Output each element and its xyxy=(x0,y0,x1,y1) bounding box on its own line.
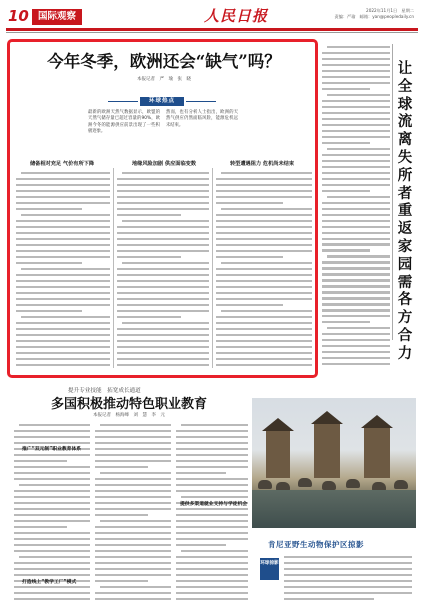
tower-roof xyxy=(262,418,294,431)
newspaper-logo: 人民日报 xyxy=(204,7,269,25)
elephant xyxy=(394,480,408,489)
body-text-column xyxy=(216,172,312,370)
main-article-title[interactable]: 今年冬季，欧洲还会“缺气”吗？ xyxy=(47,52,281,71)
tag-rule-left xyxy=(108,101,138,102)
kenya-wildlife-photo[interactable] xyxy=(252,398,416,528)
body-text-column xyxy=(117,172,209,370)
header-thin-rule xyxy=(6,32,418,33)
page-number: 10 xyxy=(8,7,29,25)
photo-caption-title: 肯尼亚野生动物保护区掠影 xyxy=(268,540,364,549)
elephant xyxy=(258,480,272,489)
subhead-1: 储备相对充足 气价有所下降 xyxy=(29,161,95,167)
body-text-column xyxy=(16,172,110,370)
tower-roof xyxy=(361,415,393,428)
lower-subhead-2: 打造线上“教学工厂”模式 xyxy=(22,580,77,585)
lower-article-kicker: 提升专业技能 拓宽成长通道 xyxy=(68,388,141,394)
subhead-3: 转型遭遇阻力 危机尚未结束 xyxy=(229,161,295,167)
header-rule xyxy=(6,28,418,31)
lede-left: 最新的欧洲天然气数据显示，欧盟的天然气储存量已超过容量的90%，欧洲今冬的能源供应前景出现了一些积极迹象。 xyxy=(88,110,160,135)
page-header xyxy=(6,4,418,32)
subhead-2: 地缘风险加剧 供应面临变数 xyxy=(131,161,197,167)
photo-caption-tag: 环球掠影 xyxy=(260,558,279,580)
side-article-body xyxy=(322,46,390,374)
lede-right: 然而，也有分析人士指出，欧洲的天然气供应仍然面临风险，能源危机远未结束。 xyxy=(166,110,238,128)
lower-article-title[interactable]: 多国积极推动特色职业教育 xyxy=(50,397,207,412)
tower xyxy=(266,430,290,478)
elephant xyxy=(322,481,336,490)
lower-article-byline: 本报记者 杨海峰 刘 慧 李 元 xyxy=(93,413,165,418)
elephant xyxy=(298,478,312,487)
date-line xyxy=(335,8,415,20)
side-column-rule xyxy=(392,44,393,340)
lower-body-column xyxy=(176,424,248,606)
main-article-byline: 本报记者 严 瑜 张 晓 xyxy=(137,77,191,82)
column-rule xyxy=(113,168,114,368)
lower-body-column xyxy=(95,424,171,606)
tower xyxy=(364,428,390,478)
photo-caption-body xyxy=(284,556,412,604)
hotspot-tag: 环球热点 xyxy=(140,97,184,106)
lower-subhead-3: 提供多渠道就业支持与学徒机会 xyxy=(180,502,248,507)
water-reflection xyxy=(252,490,416,528)
tower xyxy=(314,424,340,478)
side-article-title[interactable]: 让全球流离失所者重返家园需各方合力 xyxy=(397,60,413,362)
editor-text: 责编：严瑜 邮箱：yan@peopledaily.cn xyxy=(334,14,414,19)
section-tab[interactable]: 国际观察 xyxy=(32,9,82,25)
tower-roof xyxy=(311,411,343,424)
column-rule xyxy=(212,168,213,368)
lower-subhead-1: 推广“双元制”职业教育体系 xyxy=(22,447,82,452)
tag-rule-right xyxy=(186,101,216,102)
date-text: 2022年11月1日 星期二 xyxy=(366,8,414,13)
elephant xyxy=(346,479,360,488)
